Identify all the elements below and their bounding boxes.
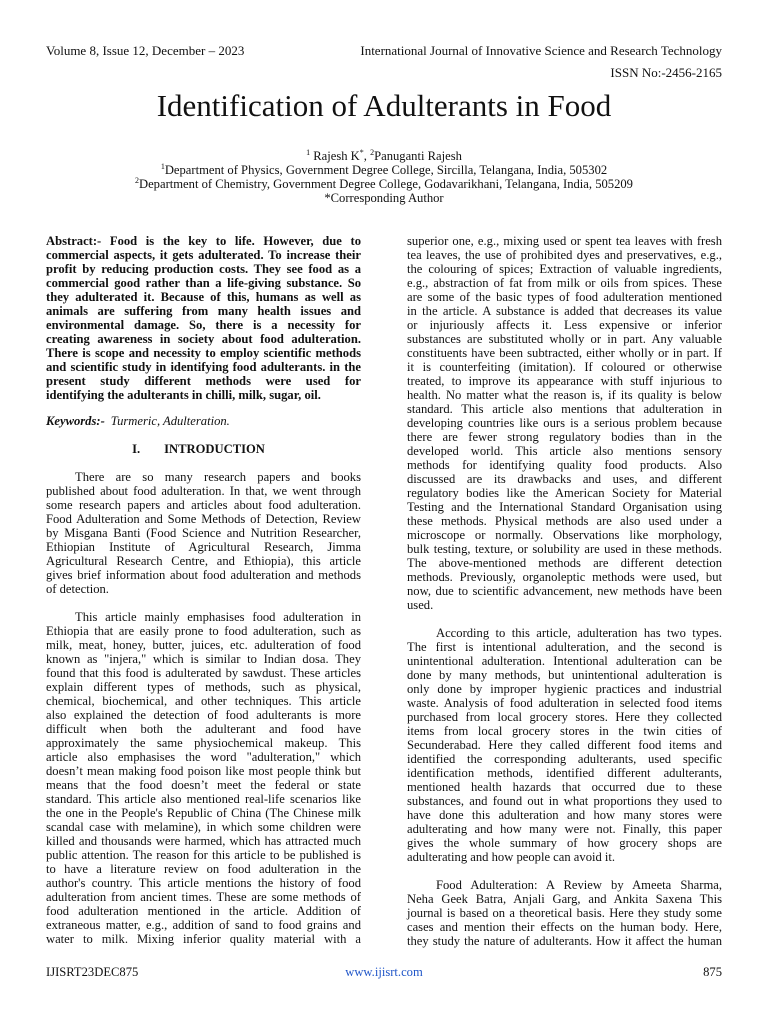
text-line: it is counterfeiting (imitation). If coloured or otherwise [407,360,722,374]
volume-info: Volume 8, Issue 12, December – 2023 [46,43,245,58]
text-line: the one in the People's Republic of China (The Chinese milk [46,806,361,820]
text-line: article also emphasises the word "adulteration," which [46,750,361,764]
affiliation-text: Department of Physics, Government Degree College, Sircilla, Telangana, India, 505302 [164,163,608,177]
text-line: cases and mention their effects on the human body. Here, [407,920,722,934]
text-line: methods. Previously, organoleptic methods were used, but [407,570,722,584]
text-line: mentioned health hazards that occurred due to these [407,780,722,794]
text-line: are some of the basic types of food adulteration mentioned [407,290,722,304]
text-line: they study the nature of adulterants. How it affect the human [407,934,722,948]
text-line: methods for identifying quality food products. Also [407,458,722,472]
corresponding-author-note: *Corresponding Author [324,191,444,205]
text-line: water to milk. Mixing inferior quality material with a [46,932,361,946]
text-line: public attention. The reason for this article to be published is [46,848,361,862]
text-line: chemical, biochemical, and other techniques. This article [46,694,361,708]
text-line: of detection. [46,582,109,596]
abstract-line: profit by reducing production costs. They see food as a [46,262,361,276]
left-column [46,234,361,960]
page-number: 875 [703,965,722,979]
text-line: found that this food is adulterated by sawdust. These articles [46,666,361,680]
paragraph [46,470,361,596]
text-line: discussed are its drawbacks and uses, and different [407,472,722,486]
text-line: by Misgana Banti (Food Science and Nutrition Researcher, [46,526,361,540]
author-1-name: Rajesh K [313,149,360,163]
text-line: adulteration from ancient times. These are some methods of [46,890,361,904]
abstract-line: commercial aspects, it gets adulterated. To increase their [46,248,361,262]
paragraph [46,610,361,946]
text-line: difficult when both the adulterant and food have [46,722,361,736]
abstract-line: present study different methods were used for [46,374,361,388]
text-line: extraneous matter, e.g., addition of sand to food grains and [46,918,361,932]
text-line: Food Adulteration: A Review by Ameeta Sharma, [436,878,722,892]
text-line: microscope or normally. Observations like morphology, [407,528,722,542]
text-line: journal is based on a theoretical basis. Here they study some [407,906,722,920]
text-line: also explained the detection of food adulterants is more [46,708,361,722]
abstract-text: Food is the key to life. However, due to [109,234,361,248]
author-2-affiliation-mark: 2 [370,148,375,157]
byline [0,149,768,205]
text-line: constituents have been subtracted, either wholly or in part. If [407,346,722,360]
abstract-line: creating awareness in society about food adulteration. [46,332,361,346]
text-line: known as "injera," which is similar to Indian dosa. They [46,652,361,666]
text-line: treated, to improve its appearance with stuff injurious to [407,374,722,388]
text-line: e.g., abstraction of fat from milk or oils from spices. These [407,276,722,290]
left-column-body [46,470,361,946]
keywords-text: Turmeric, Adulteration. [110,414,230,428]
abstract-line: identifying the adulterants in chilli, milk, sugar, oil. [46,388,321,402]
text-line: standard. This article also mentioned real-life scenarios like [46,792,361,806]
paragraph [407,234,722,612]
abstract-line [46,234,361,248]
keywords-label: Keywords:- [46,414,105,428]
text-line: published about food adulteration. In that, we went through [46,484,361,498]
text-line: in the article. A substance is added that decreases its value [407,304,722,318]
section-heading [46,442,361,456]
paragraph [407,626,722,864]
text-line: adulterating and how many were not. Finally, this paper [407,822,722,836]
text-line: Food Adulteration and Some Methods of Detection, Review [46,512,361,526]
text-line: This article mainly emphasises food adulteration in [75,610,361,624]
text-line: substances, and found out in what proportions they used to [407,794,722,808]
journal-website-link[interactable]: www.ijisrt.com [345,965,423,979]
abstract-line: animals are suffering from many health issues and [46,304,361,318]
text-line: items from local grocery stores in the twin cities of [407,724,722,738]
text-line: bulk testing, texture, or solubility are used in these methods. [407,542,722,556]
text-line: doesn’t mean making food poison like most people think but [46,764,361,778]
text-line: substances are substituted wholly or in part. Any valuable [407,332,722,346]
text-line: The above-mentioned methods are different detection [407,556,722,570]
text-line: explain different types of methods, such as physical, [46,680,361,694]
text-line: now, due to scientific advancement, new methods have been [407,584,722,598]
right-column-body [407,234,722,948]
text-line: Agricultural Research Centre, and Ethiopia), this article [46,554,361,568]
text-line: Ethiopia that are easily prone to food adulteration, such as [46,624,361,638]
text-line: developed world. This article also mentions sensory [407,444,722,458]
journal-name: International Journal of Innovative Science and Research Technology [360,43,722,58]
author-line [0,149,768,163]
text-line: standard. This article also mentions that adulteration in [407,402,722,416]
abstract [46,234,361,402]
paper-id: IJISRT23DEC875 [46,965,139,979]
abstract-label: Abstract:- [46,234,102,248]
text-line: milk, meat, honey, butter, juices, etc. adulteration of food [46,638,361,652]
text-line: adulterating and how people can avoid it. [407,850,616,864]
text-line: health. No matter what the reason is, if its quality is below [407,388,722,402]
text-line: gives brief information about food adulteration and methods [46,568,361,582]
text-line: Secunderabad. Here they called different food items and [407,738,722,752]
text-line: The first is intentional adulteration, and the second is [407,640,722,654]
author-1-affiliation-mark: 1 [306,148,311,157]
text-line: Testing and the International Standard Organisation using [407,500,722,514]
page-footer [46,965,722,980]
text-line: the colouring of spices; Extraction of valuable ingredients, [407,262,722,276]
text-line: there are fewer strong regulatory bodies than in the [407,430,722,444]
running-header [46,43,722,58]
affiliation-mark: 1 [160,162,165,171]
text-line: done by many methods, but unintentional adulteration is [407,668,722,682]
text-line: regulatory bodies like the American Society for Material [407,486,722,500]
text-line: unintentional adulteration. Intentional adulteration can be [407,654,722,668]
issn: ISSN No:-2456-2165 [610,65,722,80]
affiliation-text: Department of Chemistry, Government Degree College, Godavarikhani, Telangana, India, 505209 [139,177,633,191]
text-line: these methods. Physical methods are also used under a [407,514,722,528]
abstract-line: and scientific study in identifying food adulterants. in the [46,360,361,374]
section-number: I. [132,442,141,456]
text-line: According to this article, adulteration has two types. [436,626,722,640]
author-2-name: Panuganti Rajesh [374,149,462,163]
text-line: some research papers and articles about food adulteration. [46,498,361,512]
text-line: food adulteration mentioned in the article. Addition of [46,904,361,918]
right-column [407,234,722,962]
footer-link-wrap [46,965,722,980]
text-line: killed and thousands were harmed, which has attracted much [46,834,361,848]
text-line: scandal case with melamine), in which some children were [46,820,361,834]
text-line: only done by improper hygienic practices and industrial [407,682,722,696]
text-line: There are so many research papers and books [75,470,361,484]
corresponding-mark: * [359,148,364,157]
text-line: have done this adulteration and how many stores were [407,808,722,822]
text-line: gives the whole summary of how grocery shops are [407,836,722,850]
text-line: approximately the same physiochemical makeup. This [46,736,361,750]
section-title: INTRODUCTION [164,442,265,456]
abstract-line: they adulterated it. Because of this, humans as well as [46,290,361,304]
text-line: developing countries like ours is a serious problem because [407,416,722,430]
author-separator: , [363,149,367,163]
text-line: used. [407,598,434,612]
text-line: waste. Analysis of food adulteration in selected food items [407,696,722,710]
text-line: to have a literature review on food adulteration in the [46,862,361,876]
text-line: identified the corresponding adulterants, used specific [407,752,722,766]
text-line: Neha Geek Batra, Anjali Garg, and Ankita Saxena This [407,892,722,906]
affiliation [0,163,768,177]
text-line: means that the food doesn’t meet the federal or state [46,778,361,792]
keywords [46,414,361,428]
text-line: Ethiopian Institute of Agricultural Research, Jimma [46,540,361,554]
paragraph [407,878,722,948]
text-line: purchased from local grocery stores. Here they collected [407,710,722,724]
text-line: identification methods, identified different adulterants, [407,766,722,780]
text-line: tea leaves, the use of prohibited dyes and preservatives, e.g., [407,248,722,262]
abstract-line: There is scope and necessity to employ scientific methods [46,346,361,360]
abstract-line: commercial good rather than a life-giving substance. So [46,276,361,290]
text-line: or injuriously affects it. Less expensive or inferior [407,318,722,332]
affiliation-mark: 2 [135,176,139,185]
affiliation [0,177,768,191]
text-line: author's country. This article mentions the history of food [46,876,361,890]
abstract-line: environmental damage. So, there is a necessity for [46,318,361,332]
paper-title: Identification of Adulterants in Food [156,88,612,123]
text-line: superior one, e.g., mixing used or spent tea leaves with fresh [407,234,722,248]
